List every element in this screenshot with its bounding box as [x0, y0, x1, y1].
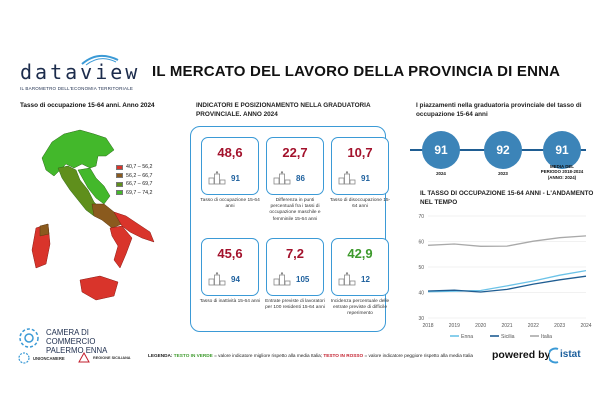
indicator-value: 22,7 — [282, 145, 308, 160]
dataview-logo — [20, 58, 141, 96]
legend-label: 40,7 – 56,2 — [126, 164, 153, 171]
indicator-description: Entrate previste di lavoratori per 100 residenti 15-64 anni — [265, 299, 325, 311]
indicator-value: 10,7 — [347, 145, 373, 160]
podium-icon — [208, 171, 226, 185]
x-tick-label: 2022 — [527, 323, 539, 329]
y-tick-label: 40 — [418, 290, 424, 297]
legend-item — [116, 189, 153, 198]
map-title: Tasso di occupazione 15-64 anni. Anno 2024 — [20, 102, 155, 109]
legend-note-red: TESTO IN ROSSO — [323, 353, 364, 358]
podium-icon — [338, 272, 356, 286]
x-tick-label: 2021 — [501, 323, 513, 329]
ranking-circle: 91 — [422, 131, 460, 169]
podium-icon — [338, 171, 356, 185]
indicator-card — [331, 238, 389, 296]
legend-label: Enna — [461, 334, 474, 340]
page-title: IL MERCATO DEL LAVORO DELLA PROVINCIA DI ENNA — [152, 63, 561, 80]
region-label: REGIONE SICILIANA — [93, 356, 131, 360]
ranking-label: 2023 — [498, 171, 508, 176]
powered-by-label: powered by — [492, 349, 551, 361]
indicator-description: Incidenza percentuale delle entrate previste di difficile reperimento — [330, 299, 390, 317]
indicator-rank: 86 — [296, 174, 305, 183]
indicator-value: 42,9 — [347, 246, 373, 261]
logo-wordmark: dataview — [20, 60, 141, 84]
indicator-rank: 105 — [296, 275, 310, 284]
chamber-logo — [18, 327, 128, 355]
series-line-italia — [428, 236, 586, 246]
legend-item — [116, 172, 153, 181]
legend-note-head: LEGENDA: — [148, 353, 173, 358]
y-tick-label: 50 — [418, 265, 424, 271]
region-emblem-icon — [78, 352, 90, 364]
legend-label: Sicilia — [501, 334, 515, 340]
y-tick-label: 60 — [418, 239, 424, 246]
unioncamere-emblem-icon — [18, 352, 30, 364]
logo-tagline: IL BAROMETRO DELL'ECONOMIA TERRITORIALE — [20, 86, 134, 91]
indicator-description: Tasso di occupazione 15-64 anni — [200, 198, 260, 210]
indicator-value: 7,2 — [285, 246, 305, 261]
legend-swatch — [116, 182, 123, 187]
podium-icon — [273, 171, 291, 185]
istat-wordmark: istat — [560, 349, 581, 360]
legend-note-red-desc: = valore indicatore peggiore rispetto alla media Italia — [364, 353, 474, 358]
legend-item — [116, 180, 153, 189]
indicator-rank: 91 — [231, 174, 240, 183]
x-tick-label: 2024 — [580, 323, 592, 329]
indicator-value: 48,6 — [217, 145, 243, 160]
indicator-card — [201, 238, 259, 296]
legend-note-green: TESTO IN VERDE — [173, 353, 213, 358]
indicator-description: Tasso di inattività 15-64 anni — [199, 299, 261, 304]
indicator-rank: 12 — [361, 275, 370, 284]
italy-map — [22, 120, 180, 320]
indicator-description: Differenza in punti percentuali fra i tassi di occupazione maschile e femminile 15-64 anni — [269, 198, 321, 222]
legend-label: 66,7 – 69,7 — [126, 181, 153, 188]
indicator-rank: 91 — [361, 174, 370, 183]
unioncamere-label: UNIONCAMERE — [33, 356, 65, 361]
legend-label: 69,7 – 74,2 — [126, 189, 153, 196]
legend-swatch — [116, 190, 123, 195]
x-tick-label: 2018 — [422, 323, 434, 329]
ranking-circle: 92 — [484, 131, 522, 169]
legend-swatch — [116, 173, 123, 178]
chamber-name: CAMERA DI COMMERCIO PALERMO ENNA — [46, 328, 108, 355]
ranking-circle: 91 — [543, 131, 581, 169]
x-tick-label: 2019 — [448, 323, 460, 329]
rankings-title: I piazzamenti nella graduatoria provinciale del tasso di occupazione 15-64 anni — [416, 102, 582, 118]
istat-logo — [549, 346, 589, 364]
series-line-enna — [428, 271, 586, 292]
indicator-card — [201, 137, 259, 195]
indicators-title: INDICATORI E POSIZIONAMENTO NELLA GRADUATORIA PROVINCIALE. ANNO 2024 — [196, 102, 371, 118]
legend-label: Italia — [541, 334, 552, 340]
series-line-sicilia — [428, 276, 586, 292]
legend-swatch — [116, 165, 123, 170]
indicator-rank: 94 — [231, 275, 240, 284]
legend-label: 56,2 – 66,7 — [126, 172, 153, 179]
ranking-label: 2024 — [436, 171, 446, 176]
chamber-emblem-icon — [18, 327, 40, 349]
indicator-value: 45,6 — [217, 246, 243, 261]
indicator-card — [331, 137, 389, 195]
y-tick-label: 30 — [418, 316, 424, 322]
color-legend-note: LEGENDA: TESTO IN VERDE = valore indicatore migliore rispetto alla media Italia; TESTO IN ROSSO = valore indicatore peggiore rispetto alla media Italia — [148, 353, 474, 358]
trend-line-chart — [410, 210, 594, 344]
x-tick-label: 2020 — [475, 323, 487, 329]
x-tick-label: 2023 — [554, 323, 566, 329]
indicator-card — [266, 238, 324, 296]
map-legend — [116, 163, 153, 197]
podium-icon — [208, 272, 226, 286]
ranking-label: MEDIA DEL PERIODO 2018-2024 (ANNO: 2024) — [540, 164, 584, 180]
indicator-card — [266, 137, 324, 195]
legend-note-green-desc: = valore indicatore migliore rispetto alla media Italia — [214, 353, 321, 358]
legend-item — [116, 163, 153, 172]
podium-icon — [273, 272, 291, 286]
indicator-description: Tasso di disoccupazione 15-64 anni — [329, 198, 391, 210]
trend-title: IL TASSO DI OCCUPAZIONE 15-64 ANNI - L'ANDAMENTO NEL TEMPO — [420, 190, 594, 206]
y-tick-label: 70 — [418, 214, 424, 220]
